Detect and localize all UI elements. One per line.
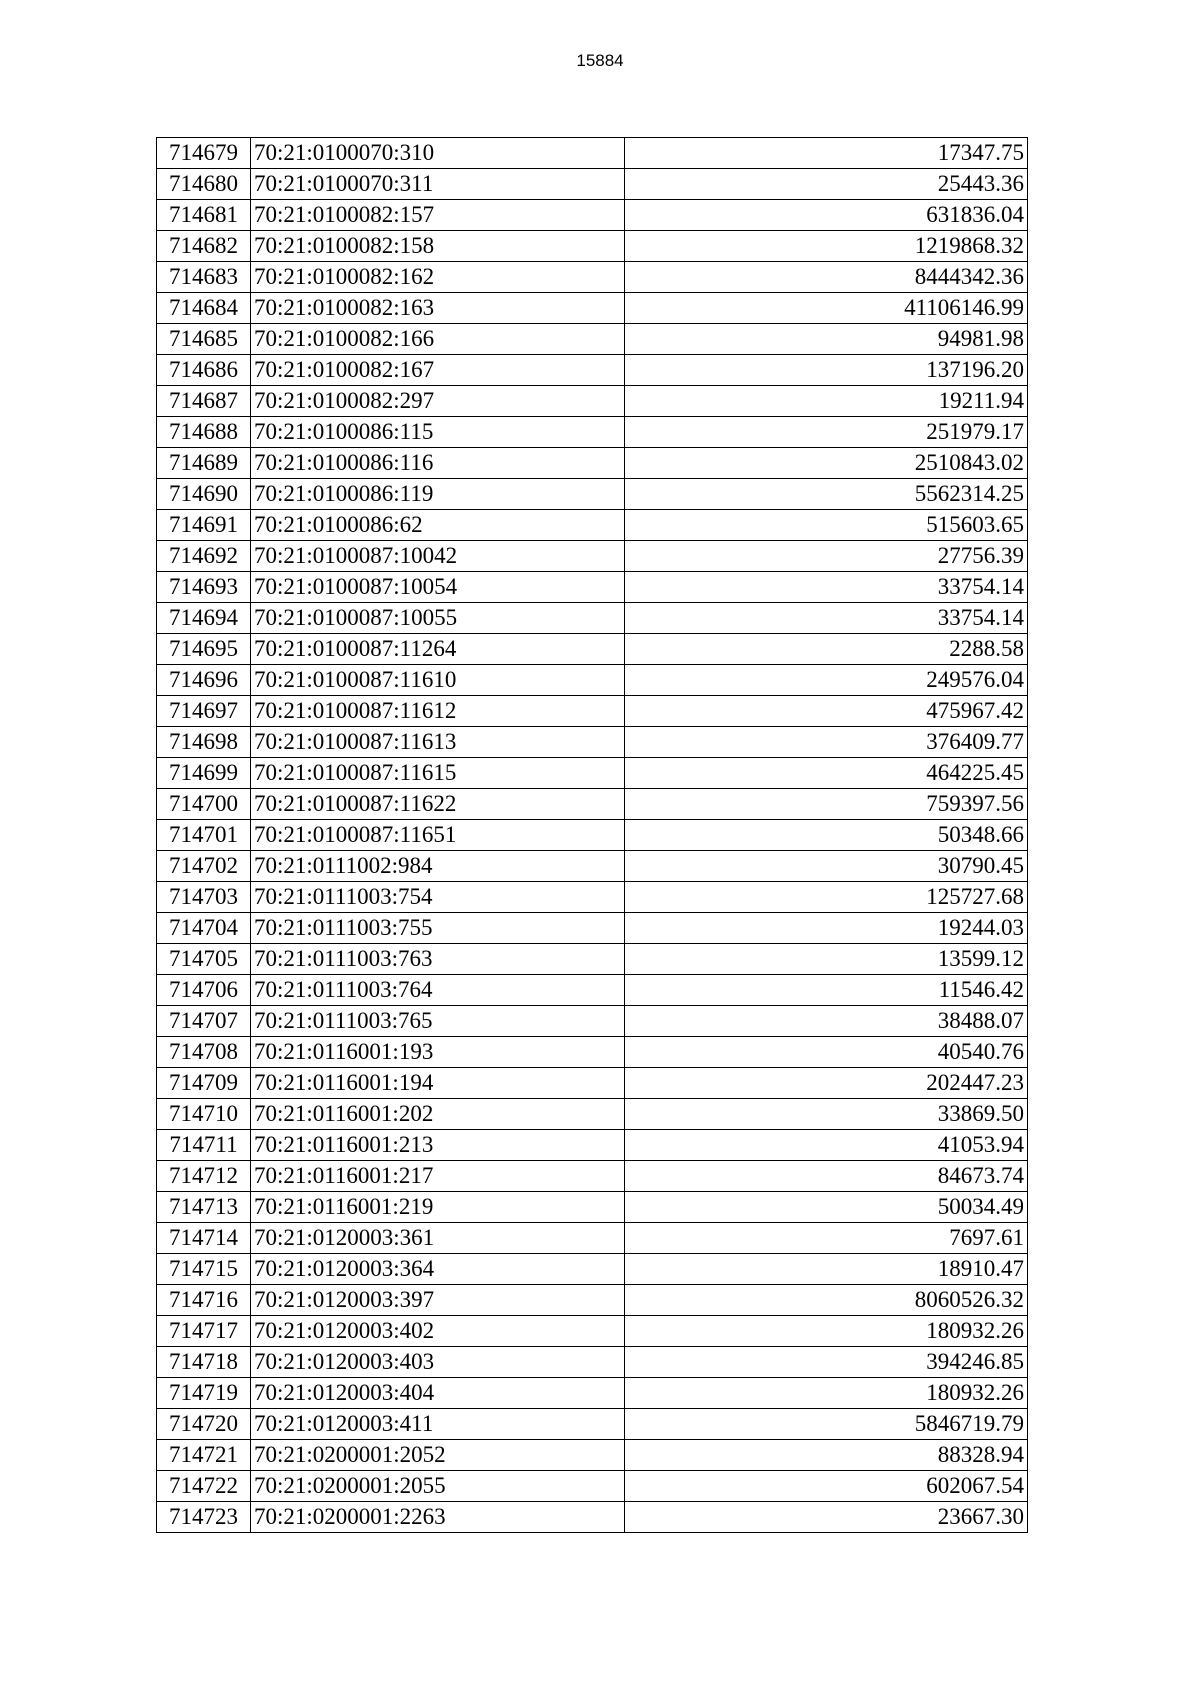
table-row <box>157 1192 1028 1223</box>
row-number-cell: 714719 <box>157 1378 251 1409</box>
row-number-cell: 714709 <box>157 1068 251 1099</box>
cadastral-value-cell: 33754.14 <box>625 572 1028 603</box>
row-number-cell: 714685 <box>157 324 251 355</box>
cadastral-number-cell: 70:21:0200001:2263 <box>251 1502 625 1533</box>
row-number-cell: 714682 <box>157 231 251 262</box>
row-number-cell: 714714 <box>157 1223 251 1254</box>
cadastral-number-cell: 70:21:0100082:166 <box>251 324 625 355</box>
table-row <box>157 696 1028 727</box>
row-number-cell: 714695 <box>157 634 251 665</box>
cadastral-number-cell: 70:21:0100087:10055 <box>251 603 625 634</box>
cadastral-number-cell: 70:21:0100082:297 <box>251 386 625 417</box>
table-row <box>157 200 1028 231</box>
row-number-cell: 714703 <box>157 882 251 913</box>
table-row <box>157 1471 1028 1502</box>
row-number-cell: 714679 <box>157 138 251 169</box>
table-row <box>157 572 1028 603</box>
cadastral-value-cell: 137196.20 <box>625 355 1028 386</box>
cadastral-value-cell: 125727.68 <box>625 882 1028 913</box>
table-row <box>157 417 1028 448</box>
row-number-cell: 714690 <box>157 479 251 510</box>
table-row <box>157 1409 1028 1440</box>
cadastral-number-cell: 70:21:0116001:217 <box>251 1161 625 1192</box>
row-number-cell: 714707 <box>157 1006 251 1037</box>
table-row <box>157 386 1028 417</box>
cadastral-value-cell: 40540.76 <box>625 1037 1028 1068</box>
table-row <box>157 1347 1028 1378</box>
table-row <box>157 789 1028 820</box>
table-row <box>157 262 1028 293</box>
cadastral-value-cell: 180932.26 <box>625 1316 1028 1347</box>
row-number-cell: 714691 <box>157 510 251 541</box>
row-number-cell: 714699 <box>157 758 251 789</box>
table-row <box>157 882 1028 913</box>
cadastral-number-cell: 70:21:0120003:411 <box>251 1409 625 1440</box>
cadastral-value-cell: 33754.14 <box>625 603 1028 634</box>
cadastral-number-cell: 70:21:0100082:163 <box>251 293 625 324</box>
row-number-cell: 714702 <box>157 851 251 882</box>
cadastral-value-cell: 84673.74 <box>625 1161 1028 1192</box>
table-row <box>157 1161 1028 1192</box>
row-number-cell: 714715 <box>157 1254 251 1285</box>
cadastral-number-cell: 70:21:0100087:11264 <box>251 634 625 665</box>
row-number-cell: 714721 <box>157 1440 251 1471</box>
row-number-cell: 714720 <box>157 1409 251 1440</box>
row-number-cell: 714680 <box>157 169 251 200</box>
cadastral-value-cell: 202447.23 <box>625 1068 1028 1099</box>
cadastral-value-cell: 38488.07 <box>625 1006 1028 1037</box>
row-number-cell: 714683 <box>157 262 251 293</box>
row-number-cell: 714704 <box>157 913 251 944</box>
cadastral-value-cell: 602067.54 <box>625 1471 1028 1502</box>
cadastral-number-cell: 70:21:0100082:162 <box>251 262 625 293</box>
table-row <box>157 1440 1028 1471</box>
table-row <box>157 603 1028 634</box>
table-row <box>157 758 1028 789</box>
table-row <box>157 665 1028 696</box>
row-number-cell: 714684 <box>157 293 251 324</box>
cadastral-value-cell: 394246.85 <box>625 1347 1028 1378</box>
row-number-cell: 714687 <box>157 386 251 417</box>
table-row <box>157 1006 1028 1037</box>
cadastral-value-cell: 50348.66 <box>625 820 1028 851</box>
cadastral-number-cell: 70:21:0100082:157 <box>251 200 625 231</box>
cadastral-number-cell: 70:21:0116001:213 <box>251 1130 625 1161</box>
table-row <box>157 541 1028 572</box>
table-row <box>157 851 1028 882</box>
cadastral-number-cell: 70:21:0111003:765 <box>251 1006 625 1037</box>
row-number-cell: 714712 <box>157 1161 251 1192</box>
row-number-cell: 714697 <box>157 696 251 727</box>
cadastral-value-cell: 30790.45 <box>625 851 1028 882</box>
table-row <box>157 293 1028 324</box>
row-number-cell: 714681 <box>157 200 251 231</box>
table-row <box>157 975 1028 1006</box>
cadastral-number-cell: 70:21:0100087:11622 <box>251 789 625 820</box>
cadastral-value-cell: 25443.36 <box>625 169 1028 200</box>
cadastral-value-cell: 18910.47 <box>625 1254 1028 1285</box>
row-number-cell: 714717 <box>157 1316 251 1347</box>
cadastral-number-cell: 70:21:0100086:119 <box>251 479 625 510</box>
cadastral-number-cell: 70:21:0100087:10042 <box>251 541 625 572</box>
cadastral-number-cell: 70:21:0100087:11651 <box>251 820 625 851</box>
row-number-cell: 714705 <box>157 944 251 975</box>
cadastral-number-cell: 70:21:0111003:764 <box>251 975 625 1006</box>
table-row <box>157 138 1028 169</box>
cadastral-value-cell: 2288.58 <box>625 634 1028 665</box>
cadastral-value-cell: 2510843.02 <box>625 448 1028 479</box>
cadastral-value-cell: 23667.30 <box>625 1502 1028 1533</box>
cadastral-number-cell: 70:21:0120003:397 <box>251 1285 625 1316</box>
cadastral-number-cell: 70:21:0200001:2052 <box>251 1440 625 1471</box>
cadastral-number-cell: 70:21:0100086:115 <box>251 417 625 448</box>
cadastral-value-cell: 759397.56 <box>625 789 1028 820</box>
cadastral-number-cell: 70:21:0116001:193 <box>251 1037 625 1068</box>
page-number: 15884 <box>576 51 624 70</box>
cadastral-number-cell: 70:21:0116001:194 <box>251 1068 625 1099</box>
row-number-cell: 714713 <box>157 1192 251 1223</box>
table-row <box>157 510 1028 541</box>
table-row <box>157 1068 1028 1099</box>
cadastral-value-cell: 11546.42 <box>625 975 1028 1006</box>
table-row <box>157 944 1028 975</box>
cadastral-number-cell: 70:21:0120003:403 <box>251 1347 625 1378</box>
row-number-cell: 714688 <box>157 417 251 448</box>
cadastral-number-cell: 70:21:0111003:754 <box>251 882 625 913</box>
table-row <box>157 1316 1028 1347</box>
cadastral-number-cell: 70:21:0100087:11615 <box>251 758 625 789</box>
cadastral-number-cell: 70:21:0116001:219 <box>251 1192 625 1223</box>
row-number-cell: 714692 <box>157 541 251 572</box>
row-number-cell: 714711 <box>157 1130 251 1161</box>
cadastral-number-cell: 70:21:0100087:11610 <box>251 665 625 696</box>
cadastral-number-cell: 70:21:0100087:10054 <box>251 572 625 603</box>
cadastral-number-cell: 70:21:0120003:361 <box>251 1223 625 1254</box>
table-body <box>157 138 1028 1533</box>
table-row <box>157 1130 1028 1161</box>
cadastral-value-cell: 180932.26 <box>625 1378 1028 1409</box>
cadastral-value-cell: 8444342.36 <box>625 262 1028 293</box>
table-row <box>157 1254 1028 1285</box>
cadastral-number-cell: 70:21:0100070:311 <box>251 169 625 200</box>
row-number-cell: 714723 <box>157 1502 251 1533</box>
cadastral-number-cell: 70:21:0111003:755 <box>251 913 625 944</box>
cadastral-value-cell: 376409.77 <box>625 727 1028 758</box>
cadastral-value-cell: 19244.03 <box>625 913 1028 944</box>
cadastral-value-cell: 515603.65 <box>625 510 1028 541</box>
cadastral-number-cell: 70:21:0100086:62 <box>251 510 625 541</box>
row-number-cell: 714693 <box>157 572 251 603</box>
row-number-cell: 714708 <box>157 1037 251 1068</box>
cadastral-value-cell: 5562314.25 <box>625 479 1028 510</box>
table-row <box>157 324 1028 355</box>
table-row <box>157 1502 1028 1533</box>
cadastral-value-cell: 475967.42 <box>625 696 1028 727</box>
cadastral-number-cell: 70:21:0100082:158 <box>251 231 625 262</box>
table-row <box>157 448 1028 479</box>
row-number-cell: 714701 <box>157 820 251 851</box>
cadastral-number-cell: 70:21:0200001:2055 <box>251 1471 625 1502</box>
cadastral-value-cell: 13599.12 <box>625 944 1028 975</box>
row-number-cell: 714716 <box>157 1285 251 1316</box>
cadastral-value-cell: 464225.45 <box>625 758 1028 789</box>
row-number-cell: 714706 <box>157 975 251 1006</box>
cadastral-value-cell: 41053.94 <box>625 1130 1028 1161</box>
table-row <box>157 913 1028 944</box>
cadastral-number-cell: 70:21:0100087:11612 <box>251 696 625 727</box>
cadastral-value-cell: 41106146.99 <box>625 293 1028 324</box>
row-number-cell: 714700 <box>157 789 251 820</box>
cadastral-number-cell: 70:21:0120003:402 <box>251 1316 625 1347</box>
cadastral-number-cell: 70:21:0111003:763 <box>251 944 625 975</box>
table-row <box>157 231 1028 262</box>
cadastral-number-cell: 70:21:0100087:11613 <box>251 727 625 758</box>
cadastral-number-cell: 70:21:0120003:364 <box>251 1254 625 1285</box>
table-row <box>157 1099 1028 1130</box>
cadastral-number-cell: 70:21:0100086:116 <box>251 448 625 479</box>
cadastral-number-cell: 70:21:0120003:404 <box>251 1378 625 1409</box>
cadastral-value-cell: 8060526.32 <box>625 1285 1028 1316</box>
cadastral-value-cell: 50034.49 <box>625 1192 1028 1223</box>
table-row <box>157 820 1028 851</box>
row-number-cell: 714686 <box>157 355 251 386</box>
row-number-cell: 714722 <box>157 1471 251 1502</box>
row-number-cell: 714696 <box>157 665 251 696</box>
cadastral-value-cell: 17347.75 <box>625 138 1028 169</box>
row-number-cell: 714698 <box>157 727 251 758</box>
cadastral-value-cell: 19211.94 <box>625 386 1028 417</box>
cadastral-number-cell: 70:21:0116001:202 <box>251 1099 625 1130</box>
table-row <box>157 169 1028 200</box>
cadastral-number-cell: 70:21:0100082:167 <box>251 355 625 386</box>
cadastral-value-cell: 7697.61 <box>625 1223 1028 1254</box>
table-row <box>157 727 1028 758</box>
table-row <box>157 479 1028 510</box>
cadastral-value-cell: 251979.17 <box>625 417 1028 448</box>
cadastral-value-cell: 1219868.32 <box>625 231 1028 262</box>
table-row <box>157 355 1028 386</box>
row-number-cell: 714718 <box>157 1347 251 1378</box>
row-number-cell: 714710 <box>157 1099 251 1130</box>
cadastral-value-cell: 249576.04 <box>625 665 1028 696</box>
cadastral-value-cell: 33869.50 <box>625 1099 1028 1130</box>
row-number-cell: 714689 <box>157 448 251 479</box>
cadastral-value-table <box>156 137 1028 1533</box>
cadastral-value-cell: 631836.04 <box>625 200 1028 231</box>
cadastral-number-cell: 70:21:0100070:310 <box>251 138 625 169</box>
cadastral-number-cell: 70:21:0111002:984 <box>251 851 625 882</box>
table-row <box>157 1285 1028 1316</box>
cadastral-value-cell: 94981.98 <box>625 324 1028 355</box>
table-row <box>157 634 1028 665</box>
table-row <box>157 1223 1028 1254</box>
table-row <box>157 1378 1028 1409</box>
cadastral-value-cell: 5846719.79 <box>625 1409 1028 1440</box>
table-row <box>157 1037 1028 1068</box>
cadastral-value-cell: 27756.39 <box>625 541 1028 572</box>
row-number-cell: 714694 <box>157 603 251 634</box>
cadastral-value-cell: 88328.94 <box>625 1440 1028 1471</box>
